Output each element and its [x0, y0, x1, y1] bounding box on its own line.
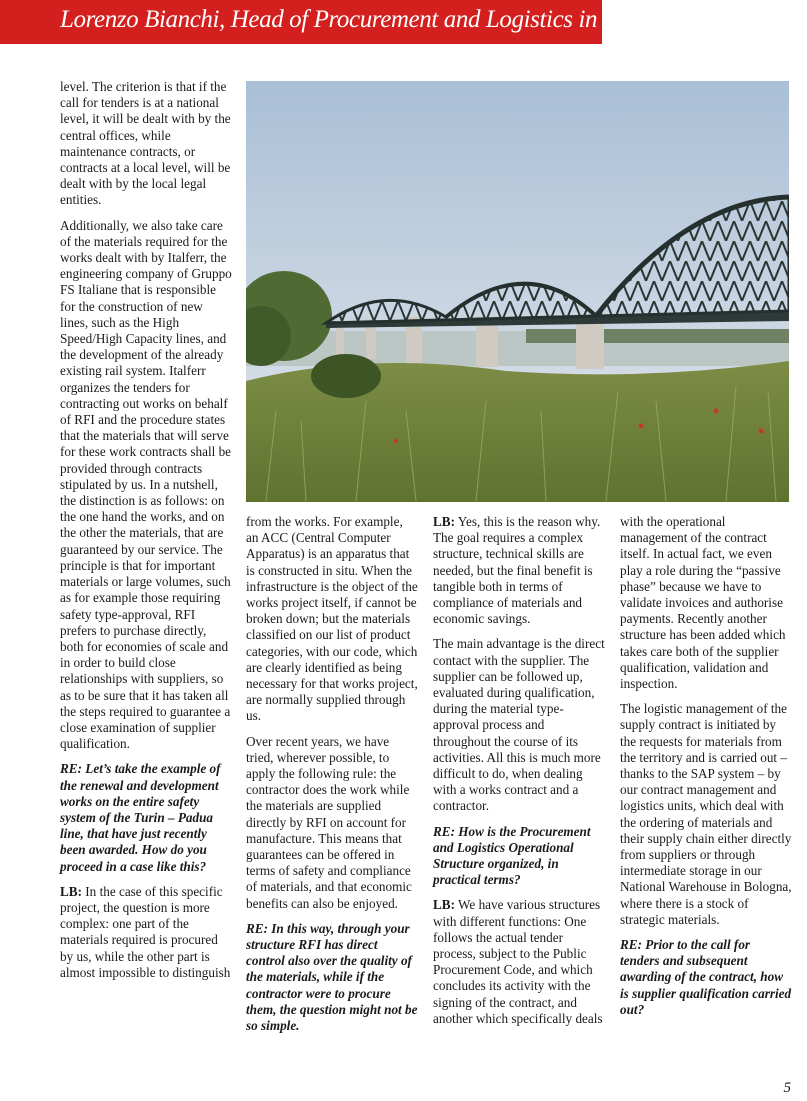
paragraph: with the operational management of the contract itself. In actual fact, we even play a role during the “passive phase” because we have to validate invoices and authorise payments. Recently another structure has been added which takes care both of the supplier qualification, validation and inspection. [620, 514, 786, 692]
paragraph [433, 897, 605, 1027]
interview-question: RE: How is the Procurement and Logistics Operational Structure organized, in practical terms? [433, 823, 591, 888]
text-column-2 [246, 514, 418, 1043]
paragraph: Additionally, we also take care of the materials required for the works dealt with by Italferr, the engineering company of Gruppo FS Italiane that is responsible for the construction of new lines, such as the High Speed/High Capacity lines, and the development of the already existing rail system. Italferr organizes the tenders for contracting out works on behalf of RFI and the procedure states that the materials that will serve for these work contracts shall be provided through contracts stipulated by us. In a nutshell, the distinction is as follows: on the one hand the works, and on the other the materials, that are guaranteed by our service. The principle is that for important materials or large volumes, such as for example those requiring safety type-approval, RFI prefers to purchase directly, both for economies of scale and in order to build close relationships with suppliers, so as to be sure that it has taken all the steps required to guarantee a close examination of supplier qualification. [60, 217, 232, 752]
paragraph: Over recent years, we have tried, wherever possible, to apply the following rule: the contractor does the work while the materials are supplied directly by RFI on account for manufacture. This means that guarantees can be offered in terms of safety and compliance of materials, and that economic benefits can also be enjoyed. [246, 733, 412, 911]
page-number: 5 [783, 1080, 791, 1096]
text-column-1 [60, 79, 232, 990]
text-column-3 [433, 514, 605, 1036]
paragraph: from the works. For example, an ACC (Central Computer Apparatus) is an apparatus that is constructed in situ. When the infrastructure is the object of the works project itself, if cannot be broken down; but the materials classified on our list of product categories, with our code, which are clearly identified as being necessary for that works project, are normally supplied through us. [246, 514, 418, 724]
page-header-title: Lorenzo Bianchi, Head of Procurement and Logistics in RFI [60, 6, 641, 33]
text-column-4 [620, 514, 792, 1027]
speaker-label: LB: [433, 514, 455, 529]
paragraph: The main advantage is the direct contact with the supplier. The supplier can be followed up, evaluated during qualification, during the material type-approval process and throughout the course of its activities. All this is much more difficult to do, when dealing with a works contract and a contractor. [433, 636, 605, 814]
interview-question: RE: Prior to the call for tenders and subsequent awarding of the contract, how is supplier qualification carried out? [620, 937, 792, 1017]
interview-question: RE: Let’s take the example of the renewal and development works on the entire safety system of the Turin – Padua line, that have just recently been awarded. How do you proceed in a case like this? [60, 761, 221, 874]
paragraph: The logistic management of the supply contract is initiated by the requests for materials from the territory and is carried out – thanks to the SAP system – by our contract management and logistics units, which deal with the ordering of materials and their supply chain either directly from suppliers or through intermediate storage in our National Warehouse in Bologna, where there is a stock of strategic materials. [620, 701, 792, 927]
answer-text: Yes, this is the reason why. The goal requires a complex structure, technical skills are needed, but the final benefit is tangible both in terms of compliance of materials and economic savings. [433, 514, 601, 627]
interview-question: RE: In this way, through your structure RFI has direct control also over the quality of the materials, while if the contractor were to procure them, the question might not be so simple. [246, 920, 418, 1034]
page-header-banner [0, 0, 641, 44]
paragraph: level. The criterion is that if the call for tenders is at a national level, it will be dealt with by the central offices, while maintenance contracts, or contracts at a local level, will be dealt with by the local legal entities. [60, 79, 231, 208]
speaker-label: LB: [433, 897, 455, 913]
speaker-label: LB: [60, 883, 82, 899]
answer-text: We have various structures with different functions: One follows the actual tender process, subject to the Public Procurement Code, and which concludes its activity with the signing of the contract, and another which specifically deals [433, 897, 603, 1026]
paragraph [60, 884, 232, 981]
bridge-photo [246, 81, 789, 502]
paragraph [433, 514, 605, 627]
answer-text: In the case of this specific project, the question is more complex: one part of the materials required is procured by us, while the other part is almost impossible to distinguish [60, 883, 231, 980]
